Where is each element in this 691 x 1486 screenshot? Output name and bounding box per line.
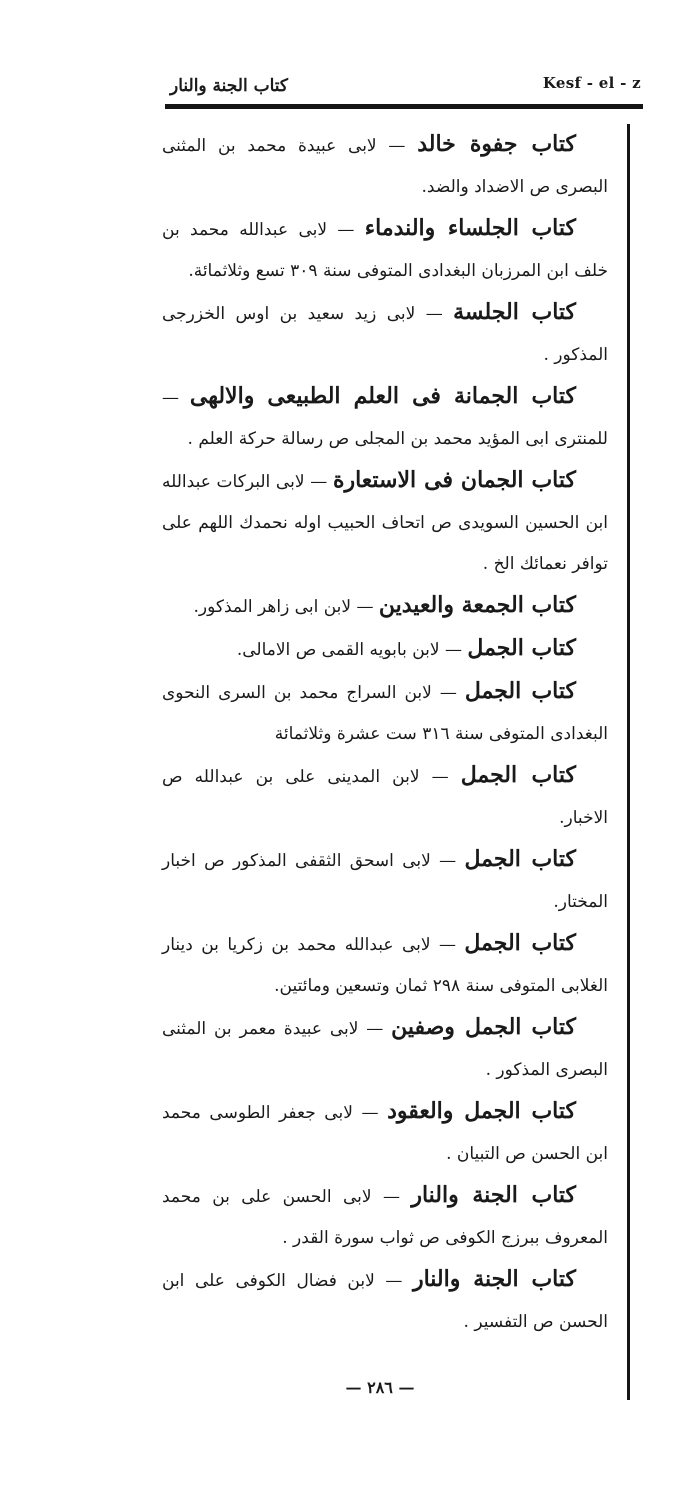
entry-text: — للمنترى ابى المؤيد محمد بن المجلى ص رسالة حركة العلم . bbox=[162, 388, 608, 449]
entry-text: — لابن المدينى على بن عبدالله ص الاخبار. bbox=[162, 767, 608, 828]
entry-title: كتاب الجمان فى الاستعارة bbox=[332, 467, 577, 493]
entry bbox=[162, 755, 608, 839]
entry-title: كتاب الجلسة bbox=[453, 299, 577, 325]
entry-text: — لابى عبيدة معمر بن المثنى البصرى المذكور . bbox=[162, 1019, 608, 1080]
entry-title: كتاب الجمل bbox=[467, 635, 576, 661]
entry-title: كتاب الجمل bbox=[464, 678, 576, 704]
entry-title: كتاب الجمعة والعيدين bbox=[378, 592, 576, 618]
entry bbox=[162, 292, 608, 376]
entry bbox=[162, 923, 608, 1007]
entry-text: — لابى اسحق الثقفى المذكور ص اخبار المختار. bbox=[162, 851, 608, 912]
entry-title: كتاب الجلساء والندماء bbox=[364, 215, 577, 241]
entry-text: — لابى عبدالله محمد بن خلف ابن المرزبان البغدادى المتوفى سنة ٣٠٩ تسع وثلاثمائة. bbox=[162, 220, 608, 281]
entry-text: — لابى عبيدة محمد بن المثنى البصرى ص الاضداد والضد. bbox=[162, 136, 608, 197]
entry-text: — لابى جعفر الطوسى محمد ابن الحسن ص التبيان . bbox=[162, 1103, 608, 1164]
entry-title: كتاب الجمل والعقود bbox=[387, 1098, 576, 1124]
entry bbox=[162, 628, 608, 671]
entry-text: — لابن ابى زاهر المذكور. bbox=[193, 597, 374, 617]
entry bbox=[162, 839, 608, 923]
entry-title: كتاب الجمل bbox=[460, 762, 576, 788]
header-rule bbox=[165, 104, 643, 109]
entry-title: كتاب الجمل bbox=[464, 930, 576, 956]
entry bbox=[162, 671, 608, 755]
entry-text: — لابى عبدالله محمد بن زكريا بن دينار الغلابى المتوفى سنة ٢٩٨ ثمان وتسعين ومائتين. bbox=[162, 935, 608, 996]
page-number: — ٢٨٦ — bbox=[345, 1378, 415, 1397]
entry-title: كتاب الجنة والنار bbox=[411, 1182, 577, 1208]
entry-text: — لابن السراج محمد بن السرى النحوى البغدادى المتوفى سنة ٣١٦ ست عشرة وثلاثمائة bbox=[162, 683, 608, 744]
entry-text: — لابى البركات عبدالله ابن الحسين السويدى ص اتحاف الحبيب اوله نحمدك اللهم على توافر نعمائك الخ . bbox=[162, 472, 608, 574]
entry bbox=[162, 124, 608, 208]
entry-title: كتاب الجنة والنار bbox=[412, 1266, 577, 1292]
entry bbox=[162, 376, 608, 460]
running-header-latin: Kesf - el - z bbox=[542, 74, 641, 92]
entry bbox=[162, 208, 608, 292]
entry bbox=[162, 460, 608, 585]
entry-text: — لابى زيد سعيد بن اوس الخزرجى المذكور . bbox=[162, 304, 608, 365]
entry bbox=[162, 1259, 608, 1343]
entry bbox=[162, 585, 608, 628]
entry-title: كتاب الجمانة فى العلم الطبيعى والالهى bbox=[189, 383, 576, 409]
entry-title: كتاب الجمل bbox=[464, 846, 576, 872]
entry-text: — لابى الحسن على بن محمد المعروف ببرزج الكوفى ص ثواب سورة القدر . bbox=[162, 1187, 608, 1248]
entry-text: — لابن فضال الكوفى على ابن الحسن ص التفسير . bbox=[162, 1271, 608, 1332]
entry-title: كتاب الجمل وصفين bbox=[391, 1014, 577, 1040]
entries-list bbox=[162, 124, 608, 1343]
entry bbox=[162, 1091, 608, 1175]
entry-text: — لابن بابويه القمى ص الامالى. bbox=[236, 640, 462, 660]
entry bbox=[162, 1007, 608, 1091]
entry bbox=[162, 1175, 608, 1259]
margin-rule bbox=[627, 124, 630, 1400]
running-header-title: كتاب الجنة والنار bbox=[170, 76, 288, 96]
entry-title: كتاب جفوة خالد bbox=[417, 131, 576, 157]
